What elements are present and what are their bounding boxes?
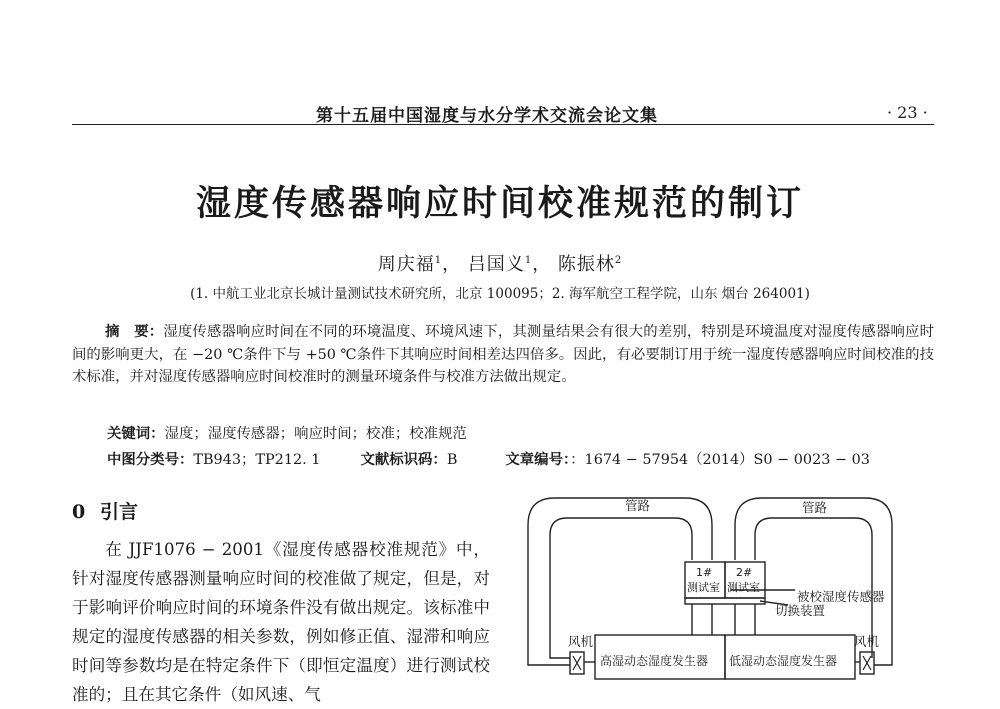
right-pipe-inner: [755, 518, 872, 640]
chamber-2-number: 2#: [736, 566, 753, 579]
author-list: 周庆福$^1$， 吕国义$^1$， 陈振林$^2$: [377, 254, 623, 275]
pipe-right-label: 管路: [802, 500, 828, 515]
section-heading: [72, 497, 138, 524]
author-affil-mark: 2: [614, 255, 623, 266]
fan-left-label: 风机: [568, 634, 594, 649]
author-affil-mark: 1: [434, 255, 443, 266]
keywords: [107, 422, 467, 443]
high-generator-label: 高湿动态湿度发生器: [600, 654, 709, 668]
switch-device: [685, 598, 765, 604]
classification-row: [107, 448, 937, 469]
body-paragraph: 在 JJF1076 − 2001《湿度传感器校准规范》中，针对湿度传感器测量响应时间的校准做了规定，但是，对于影响评价响应时间的环境条件没有做出规定。该标准中规定的湿度传感器的相关参数，例如修正值、湿滞和响应时间等参数均是在特定条件下（即恒定温度）进行测试校准的；且在其它条件（如风速、气: [72, 540, 490, 704]
clc-value: TB943；TP212. 1: [193, 452, 321, 468]
right-pipe-outer: [735, 498, 892, 640]
fan-left-icon: [573, 656, 581, 670]
low-generator-label: 低湿动态湿度发生器: [729, 654, 838, 668]
doc-code-label: 文献标识码：: [360, 452, 447, 468]
section-title: 引言: [100, 501, 139, 523]
fan-right-icon: [863, 656, 871, 670]
keywords-label: 关键词：: [107, 426, 165, 442]
article-number-value: ：1674 − 57954（2014）S0 − 0023 − 03: [570, 452, 870, 468]
author-name: 周庆福: [377, 254, 435, 275]
author-affil-mark: 1: [524, 255, 533, 266]
sensor-label: 被校湿度传感器: [797, 589, 885, 604]
chamber-1-number: 1#: [696, 566, 713, 579]
switch-label: 切换装置: [775, 603, 826, 618]
section-number: 0: [72, 501, 86, 523]
keywords-text: 湿度；湿度传感器；响应时间；校准；校准规范: [164, 426, 467, 442]
doc-code-value: B: [446, 452, 458, 468]
pipe-left-label: 管路: [625, 498, 651, 513]
left-pipe-inner: [550, 518, 692, 640]
author-name: 陈振林: [557, 254, 615, 275]
fan-right-label: 风机: [854, 634, 880, 649]
page-number: · 23 ·: [887, 103, 928, 122]
author-name: 吕国义: [467, 254, 525, 275]
abstract-label: 摘 要：: [105, 324, 164, 340]
clc-label: 中图分类号：: [107, 452, 194, 468]
abstract: [72, 321, 934, 389]
apparatus-diagram: [520, 490, 900, 684]
paper-title: 湿度传感器响应时间校准规范的制订: [195, 184, 804, 224]
article-number-label: 文章编号：: [505, 452, 571, 468]
chamber-1-label: 测试室: [687, 581, 720, 594]
chamber-2-label: 测试室: [727, 581, 760, 594]
journal-header: 第十五届中国湿度与水分学术交流会论文集: [316, 106, 658, 126]
abstract-text: 湿度传感器响应时间在不同的环境温度、环境风速下，其测量结果会有很大的差别，特别是环境温度对湿度传感器响应时间的影响更大，在 −20 ℃条件下与 +50 ℃条件下其响应时间相差达四倍多。因此，有必要制订用于统一湿度传感器响应时间校准的技术标准，并对湿度传感器响应时间校准时的测量环境条件与校准方法做出规定。: [72, 324, 934, 385]
header-rule: [72, 124, 934, 125]
affiliations: (1. 中航工业北京长城计量测试技术研究所，北京 100095；2. 海军航空工程学院，山东 烟台 264001): [190, 286, 810, 302]
